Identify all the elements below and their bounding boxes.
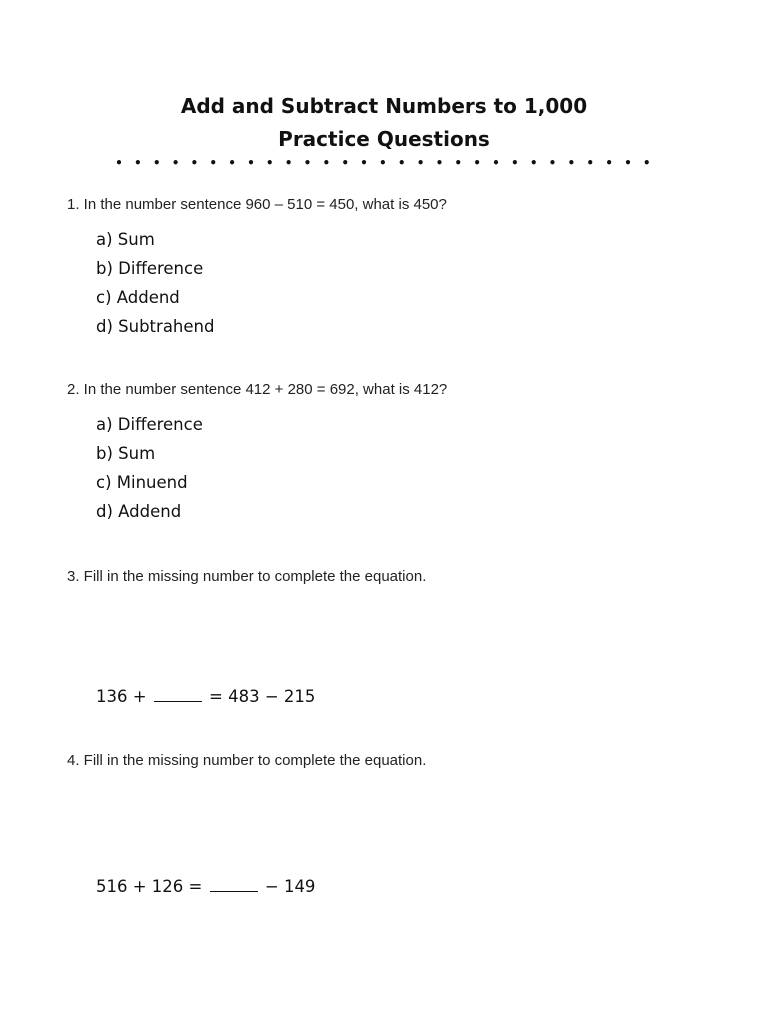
question-4-equation-left: 516 + 126 = [96, 877, 208, 896]
question-3-answer-blank [154, 687, 202, 702]
question-2-option-a: a) Difference [96, 415, 203, 434]
question-1-option-c: c) Addend [96, 288, 180, 307]
question-2-option-d: d) Addend [96, 502, 182, 521]
question-4-text: 4. Fill in the missing number to complete the equation. [67, 752, 427, 769]
question-2-options [96, 410, 203, 526]
question-1-option-a: a) Sum [96, 230, 155, 249]
question-2-option-b: b) Sum [96, 444, 156, 463]
worksheet-title: Add and Subtract Numbers to 1,000 [180, 94, 588, 118]
question-1-options [96, 225, 214, 341]
question-1-option-d: d) Subtrahend [96, 317, 215, 336]
worksheet-subtitle: Practice Questions [278, 127, 490, 151]
question-1-option-b: b) Difference [96, 259, 204, 278]
question-3-equation-left: 136 + [96, 687, 152, 706]
question-2-text: 2. In the number sentence 412 + 280 = 692, what is 412? [67, 381, 448, 398]
question-4-equation [96, 877, 315, 896]
question-3-equation [96, 687, 315, 706]
question-4-equation-right: − 149 [259, 877, 316, 896]
dotted-separator: • • • • • • • • • • • • • • • • • • • • • • • • • • • • • [115, 156, 653, 170]
question-3-text: 3. Fill in the missing number to complete the equation. [67, 568, 427, 585]
question-2-option-c: c) Minuend [96, 473, 188, 492]
question-3-equation-right: = 483 − 215 [203, 687, 316, 706]
question-1-text: 1. In the number sentence 960 – 510 = 450, what is 450? [67, 196, 447, 213]
question-4-answer-blank [210, 877, 258, 892]
